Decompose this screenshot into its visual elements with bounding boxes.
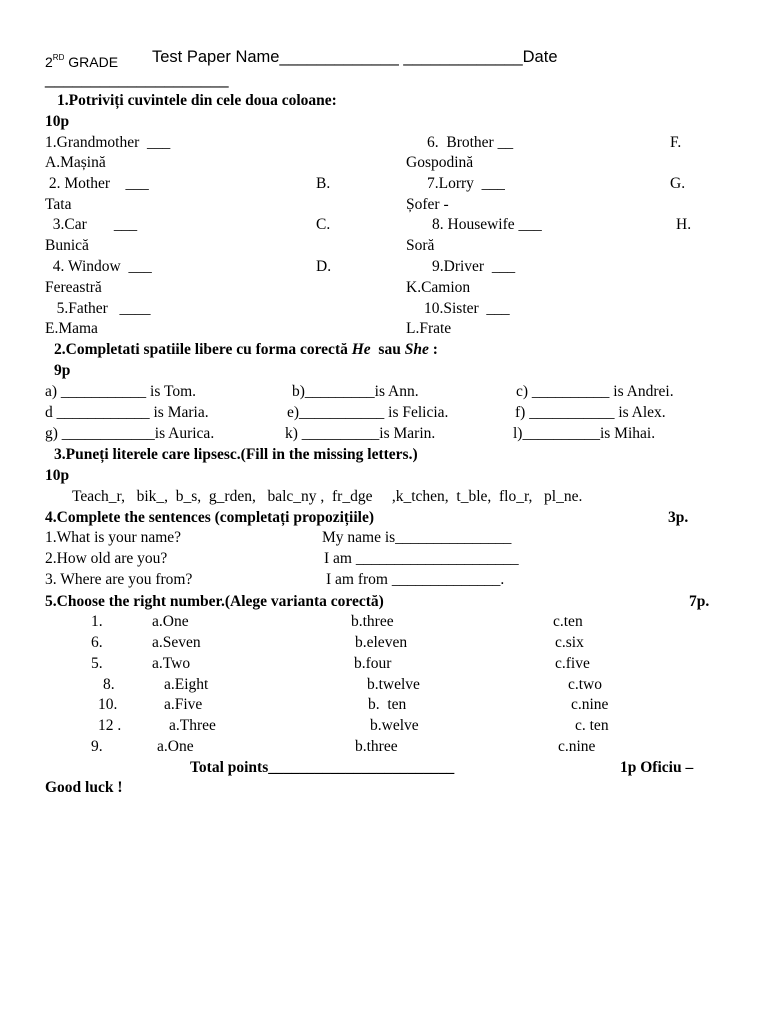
ex4-question: 3. Where are you from? bbox=[45, 571, 193, 588]
exercise-3-title: 3.Puneți literele care lipsesc.(Fill in the missing letters.) bbox=[54, 446, 418, 463]
ex5-option-b: b.three bbox=[351, 613, 394, 630]
ex5-option-c: c.five bbox=[555, 655, 590, 672]
ex5-option-a: a.Two bbox=[152, 655, 191, 672]
ex2-blank: g) ____________is Aurica. bbox=[45, 425, 215, 442]
ex4-answer: I am from ______________. bbox=[326, 571, 505, 588]
exercise-1-title: 1.Potriviți cuvintele din cele doua coloane: bbox=[57, 92, 337, 109]
ex2-blank: e)___________ is Felicia. bbox=[287, 404, 449, 421]
exercise-5-title: 5.Choose the right number.(Alege varianta corectă) bbox=[45, 593, 384, 610]
ex1-letter: C. bbox=[316, 216, 331, 233]
grade-label: 2RD GRADE bbox=[45, 53, 119, 70]
ex1-option: Soră bbox=[406, 237, 435, 254]
ex5-number: 12 . bbox=[98, 717, 122, 734]
ex1-item: 9.Driver ___ bbox=[432, 258, 516, 275]
ex1-option: E.Mama bbox=[45, 320, 98, 337]
ex2-blank: d ____________ is Maria. bbox=[45, 404, 209, 421]
ex2-blank: k) __________is Marin. bbox=[285, 425, 436, 442]
ex5-option-c: c.six bbox=[555, 634, 584, 651]
ex5-option-b: b.twelve bbox=[367, 676, 420, 693]
ex5-number: 8. bbox=[103, 676, 115, 693]
ex5-option-a: a.One bbox=[157, 738, 194, 755]
ex1-item: 5.Father ____ bbox=[45, 300, 151, 317]
ex4-answer: My name is_______________ bbox=[322, 529, 512, 546]
ex4-question: 1.What is your name? bbox=[45, 529, 182, 546]
ex5-number: 6. bbox=[91, 634, 103, 651]
ex4-question: 2.How old are you? bbox=[45, 550, 168, 567]
ex1-item: 4. Window ___ bbox=[45, 258, 152, 275]
ex5-number: 10. bbox=[98, 696, 118, 713]
ex1-option: A.Mașină bbox=[45, 154, 106, 171]
ex1-option: Fereastră bbox=[45, 279, 102, 296]
test-paper-title: Test Paper Name_____________ _____________Date bbox=[152, 48, 558, 66]
ex5-number: 5. bbox=[91, 655, 103, 672]
ex2-blank: b)_________is Ann. bbox=[292, 383, 419, 400]
ex1-option: Gospodină bbox=[406, 154, 474, 171]
ex5-option-a: a.Five bbox=[164, 696, 203, 713]
ex1-option: L.Frate bbox=[406, 320, 452, 337]
ex5-option-b: b.three bbox=[355, 738, 398, 755]
exercise-3-points: 10p bbox=[45, 467, 70, 484]
exercise-4-title: 4.Complete the sentences (completați propozițiile) bbox=[45, 509, 375, 526]
ex1-letter: B. bbox=[316, 175, 331, 192]
ex1-item: 3.Car ___ bbox=[45, 216, 138, 233]
ex2-blank: f) ___________ is Alex. bbox=[515, 404, 666, 421]
ex5-option-b: b.four bbox=[354, 655, 392, 672]
ex1-option: K.Camion bbox=[406, 279, 471, 296]
ex5-option-b: b.eleven bbox=[355, 634, 408, 651]
ex1-letter: F. bbox=[670, 134, 682, 151]
missing-letters-words: Teach_r, bik_, b_s, g_rden, balc_ny , fr_dge ,k_tchen, t_ble, flo_r, pl_ne. bbox=[72, 488, 583, 505]
ex1-item: 8. Housewife ___ bbox=[432, 216, 542, 233]
ex2-blank: c) __________ is Andrei. bbox=[516, 383, 674, 400]
ex1-letter: H. bbox=[676, 216, 692, 233]
header-underline: ____________________ bbox=[45, 70, 229, 88]
ex5-option-c: c.nine bbox=[571, 696, 609, 713]
ex2-blank: l)__________is Mihai. bbox=[513, 425, 656, 442]
ex1-option: Bunică bbox=[45, 237, 89, 254]
ex5-option-b: b.welve bbox=[370, 717, 419, 734]
ex1-letter: D. bbox=[316, 258, 332, 275]
ex4-answer: I am _____________________ bbox=[324, 550, 519, 567]
ex1-item: 7.Lorry ___ bbox=[427, 175, 505, 192]
ex5-option-a: a.Seven bbox=[152, 634, 201, 651]
ex5-option-c: c.two bbox=[568, 676, 603, 693]
total-points: Total points________________________ bbox=[190, 759, 455, 776]
good-luck: Good luck ! bbox=[45, 779, 123, 796]
ex1-item: 10.Sister ___ bbox=[424, 300, 510, 317]
exercise-2-title: 2.Completati spatiile libere cu forma corectă He sau She : bbox=[54, 341, 438, 358]
ex1-option: Tata bbox=[45, 196, 72, 213]
ex5-option-c: c.nine bbox=[558, 738, 596, 755]
ex5-option-a: a.One bbox=[152, 613, 189, 630]
ex5-option-a: a.Three bbox=[169, 717, 216, 734]
ex5-option-c: c. ten bbox=[575, 717, 609, 734]
ex1-item: 2. Mother ___ bbox=[45, 175, 149, 192]
ex5-option-c: c.ten bbox=[553, 613, 583, 630]
oficiu-points: 1p Oficiu – bbox=[620, 759, 694, 776]
ex1-item: 1.Grandmother ___ bbox=[45, 134, 171, 151]
exercise-4-points: 3p. bbox=[668, 509, 689, 526]
exercise-2-points: 9p bbox=[54, 362, 71, 379]
ex2-blank: a) ___________ is Tom. bbox=[45, 383, 197, 400]
ex5-number: 1. bbox=[91, 613, 103, 630]
ex5-option-b: b. ten bbox=[368, 696, 407, 713]
ex5-number: 9. bbox=[91, 738, 103, 755]
ex1-letter: G. bbox=[670, 175, 686, 192]
ex1-item: 6. Brother __ bbox=[427, 134, 514, 151]
ex5-option-a: a.Eight bbox=[164, 676, 209, 693]
exercise-5-points: 7p. bbox=[689, 593, 710, 610]
exercise-1-points: 10p bbox=[45, 113, 70, 130]
ex1-option: Șofer - bbox=[406, 196, 449, 213]
